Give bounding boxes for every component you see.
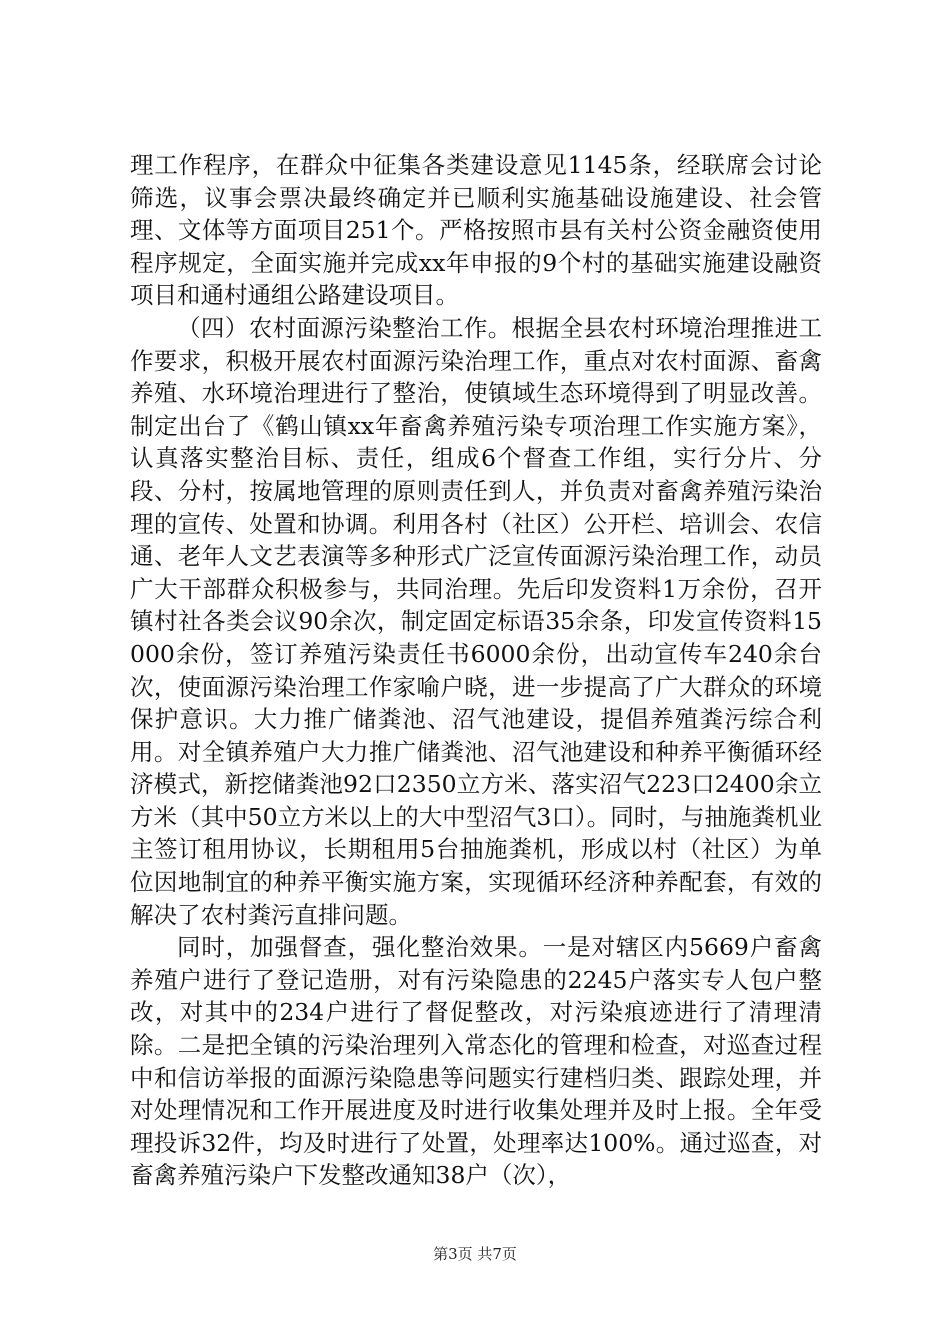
paragraph-2: （四）农村面源污染整治工作。根据全县农村环境治理推进工作要求，积极开展农村面源污染治理工作，重点对农村面源、畜禽养殖、水环境治理进行了整治，使镇域生态环境得到了明显改善。制定出台了《鹤山镇xx年畜禽养殖污染专项治理工作实施方案》，认真落实整治目标、责任，组成6个督查工作组，实行分片、分段、分村，按属地管理的原则责任到人，并负责对畜禽养殖污染治理的宣传、处置和协调。利用各村（社区）公开栏、培训会、农信通、老年人文艺表演等多种形式广泛宣传面源污染治理工作，动员广大干部群众积极参与，共同治理。先后印发资料1万余份，召开镇村社各类会议90余次，制定固定标语35余条，印发宣传资料15000余份，签订养殖污染责任书6000余份，出动宣传车240余台次，使面源污染治理工作家喻户晓，进一步提高了广大群众的环境保护意识。大力推广储粪池、沼气池建设，提倡养殖粪污综合利用。对全镇养殖户大力推广储粪池、沼气池建设和种养平衡循环经济模式，新挖储粪池92口2350立方米、落实沼气223口2400余立方米（其中50立方米以上的大中型沼气3口）。同时，与抽施粪机业主签订租用协议，长期租用5台抽施粪机，形成以村（社区）为单位因地制宜的种养平衡实施方案，实现循环经济种养配套，有效的解决了农村粪污直排问题。: [130, 313, 822, 929]
paragraph-1: 理工作程序，在群众中征集各类建设意见1145条，经联席会讨论筛选，议事会票决最终确定并已顺利实施基础设施建设、社会管理、文体等方面项目251个。严格按照市县有关村公资金融资使用程序规定，全面实施并完成xx年申报的9个村的基础实施建设融资项目和通村通组公路建设项目。: [130, 151, 822, 310]
paragraph-3: 同时，加强督查，强化整治效果。一是对辖区内5669户畜禽养殖户进行了登记造册，对有污染隐患的2245户落实专人包户整改，对其中的234户进行了督促整改，对污染痕迹进行了清理清除。二是把全镇的污染治理列入常态化的管理和检查，对巡查过程中和信访举报的面源污染隐患等问题实行建档归类、跟踪处理，并对处理情况和工作开展进度及时进行收集处理并及时上报。全年受理投诉32件，均及时进行了处置，处理率达100%。通过巡查，对畜禽养殖污染户下发整改通知38户（次），: [130, 933, 822, 1190]
page-number-footer: 第3页 共7页: [433, 1245, 517, 1263]
body-text: [130, 149, 822, 1192]
